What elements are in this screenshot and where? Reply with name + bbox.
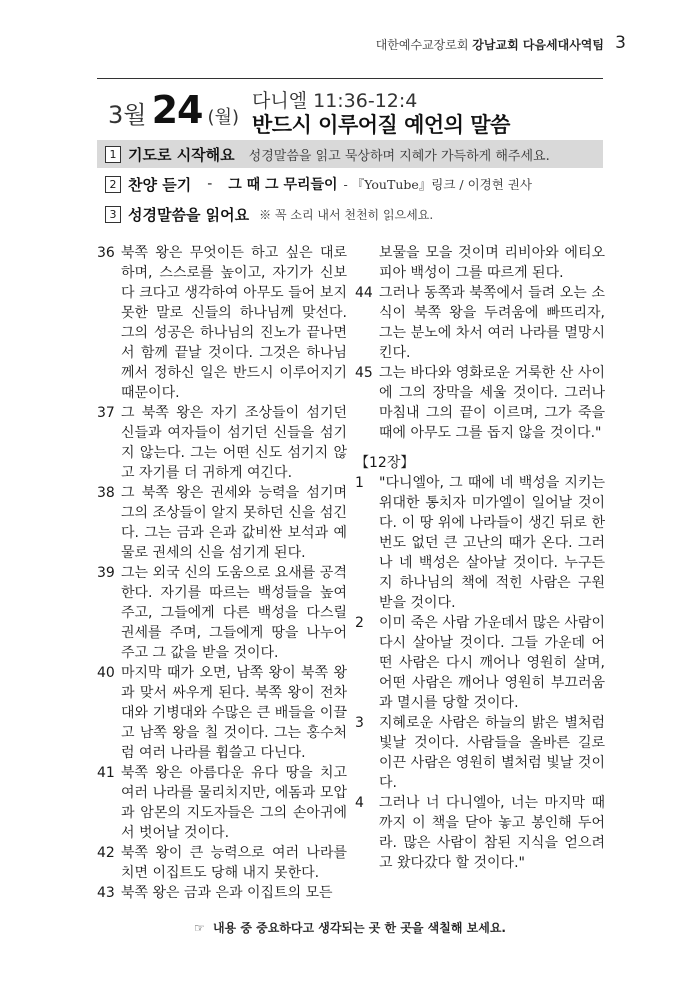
pointing-hand-icon: ☞ [194,921,205,935]
page-header [375,33,626,53]
verse [355,363,605,443]
verse-number: 3 [355,715,364,731]
step-note: ※ 꼭 소리 내서 천천히 읽으세요. [259,207,434,222]
scripture-right-column [355,243,605,873]
verse [355,713,605,793]
step-number: 3 [105,206,121,223]
verse [97,843,347,883]
separator-dash: - [207,176,213,192]
verse-text: 그 북쪽 왕은 자기 조상들이 섬기던 신들과 여자들이 섬기던 신들을 섬기지 않는다. 그는 어떤 신도 섬기지 않고 자기를 더 귀하게 여긴다. [121,405,347,481]
date-day: 24 [151,88,203,132]
verse-text: 이미 죽은 사람 가운데서 많은 사람이 다시 살아날 것이다. 그들 가운데 어떤 사람은 다시 깨어나 영원히 살며, 어떤 사람은 깨어나 영원히 부끄러움과 멸시를 당할 것이다. [379,615,605,711]
header-church: 강남교회 다음세대사역팀 [472,38,604,52]
date-weekday: (월) [207,107,239,128]
step-pray [97,140,603,168]
verse-text: "다니엘아, 그 때에 네 백성을 지키는 위대한 통치자 미가엘이 일어날 것이다. 이 땅 위에 나라들이 생긴 뒤로 한 번도 없던 큰 고난의 때가 온다. 그러나 네 백성은 살아날 것이다. 누구든지 하나님의 책에 적힌 사람은 구원 받을 것이다. [379,475,605,611]
verse [97,563,347,663]
footer-instruction [0,919,700,936]
verse [355,283,605,363]
verse [97,663,347,763]
verse-number: 2 [355,615,364,631]
step-listen [97,170,603,198]
verse-number: 36 [97,245,115,261]
hymn-title: 그 때 그 무리들이 [228,177,338,193]
verse-number: 41 [97,765,115,781]
verse-number: 1 [355,475,364,491]
verse [97,243,347,403]
footer-text: 내용 중 중요하다고 생각되는 곳 한 곳을 색칠해 보세요. [212,921,506,935]
verse [355,613,605,713]
verse-text: 그는 외국 신의 도움으로 요새를 공격한다. 자기를 따르는 백성들을 높여 주고, 그들에게 다른 백성을 다스릴 권세를 주며, 그들에게 땅을 나누어 주고 그 값을 받을 것이다. [121,565,347,661]
verse-number: 38 [97,485,115,501]
verse [97,483,347,563]
step-description: 성경말씀을 읽고 묵상하며 지혜가 가득하게 해주세요. [248,148,550,164]
step-label: 기도로 시작해요 [128,145,235,164]
youtube-link[interactable]: - 『YouTube』링크 / 이경현 권사 [343,177,532,192]
header-org: 대한예수교장로회 [375,38,469,52]
verse-text: 그 북쪽 왕은 권세와 능력을 섬기며 그의 조상들이 알지 못하던 신을 섬긴다. 그는 금과 은과 값비싼 보석과 예물로 권세의 신을 섬기게 된다. [121,485,347,561]
verse-text: 보물을 모을 것이며 리비아와 에티오피아 백성이 그를 따르게 된다. [379,245,605,281]
verse-text: 북쪽 왕은 아름다운 유다 땅을 치고 여러 나라를 물리치지만, 에돔과 모압과 암몬의 지도자들은 그의 손아귀에서 벗어날 것이다. [121,765,347,841]
page-title: 반드시 이루어질 예언의 말씀 [252,113,510,137]
verse-number: 43 [97,885,115,901]
verse-number: 40 [97,665,115,681]
header-rule [97,78,603,79]
verse [355,473,605,613]
verse-number: 45 [355,365,373,381]
verse-text: 그러나 너 다니엘아, 너는 마지막 때까지 이 책을 닫아 놓고 봉인해 두어라. 많은 사람이 참된 지식을 얻으려고 왔다갔다 할 것이다." [379,795,605,871]
step-read [97,200,603,228]
scripture-reference: 다니엘 11:36-12:4 [252,90,418,112]
verse-number: 44 [355,285,373,301]
verse-text: 그는 바다와 영화로운 거룩한 산 사이에 그의 장막을 세울 것이다. 그러나 마침내 그의 끝이 이르며, 그가 죽을 때에 아무도 그를 돕지 않을 것이다." [379,365,605,441]
step-label: 성경말씀을 읽어요 [128,205,250,224]
verse-number: 42 [97,845,115,861]
verse-text: 북쪽 왕은 금과 은과 이집트의 모든 [121,885,333,901]
verse-text: 지혜로운 사람은 하늘의 밝은 별처럼 빛날 것이다. 사람들을 올바른 길로 이끈 사람은 영원히 별처럼 빛날 것이다. [379,715,605,791]
verse [355,793,605,873]
verse-text: 북쪽 왕은 무엇이든 하고 싶은 대로 하며, 스스로를 높이고, 자기가 신보다 크다고 생각하여 아무도 들어 보지 못한 말로 신들의 하나님께 맞선다. 그의 성공은 하나님의 진노가 끝나면서 함께 끝날 것이다. 그것은 하나님께서 정하신 일은 반드시 이루어지기 때문이다. [121,245,347,401]
verse-continuation [355,243,605,283]
chapter-heading: 【12장】 [355,455,415,471]
verse-text: 마지막 때가 오면, 남쪽 왕이 북쪽 왕과 맞서 싸우게 된다. 북쪽 왕이 전차대와 기병대와 수많은 큰 배들을 이끌고 남쪽 왕을 칠 것이다. 그는 홍수처럼 여러 나라를 휩쓸고 다닌다. [121,665,347,761]
verse-number: 39 [97,565,115,581]
verse [97,763,347,843]
step-number: 2 [105,176,121,193]
scripture-left-column [97,243,347,903]
verse [97,403,347,483]
page-number: 3 [615,33,626,53]
verse-number: 4 [355,795,364,811]
verse [97,883,347,903]
verse-text: 그러나 동쪽과 북쪽에서 들려 오는 소식이 북쪽 왕을 두려움에 빠뜨리자, 그는 분노에 차서 여러 나라를 멸망시킨다. [379,285,605,361]
verse-number: 37 [97,405,115,421]
date-block [108,88,239,132]
verse-text: 북쪽 왕이 큰 능력으로 여러 나라를 치면 이집트도 당해 내지 못한다. [121,845,347,881]
step-number: 1 [105,146,121,163]
step-label: 찬양 듣기 [128,175,192,194]
date-month: 3월 [108,101,147,129]
